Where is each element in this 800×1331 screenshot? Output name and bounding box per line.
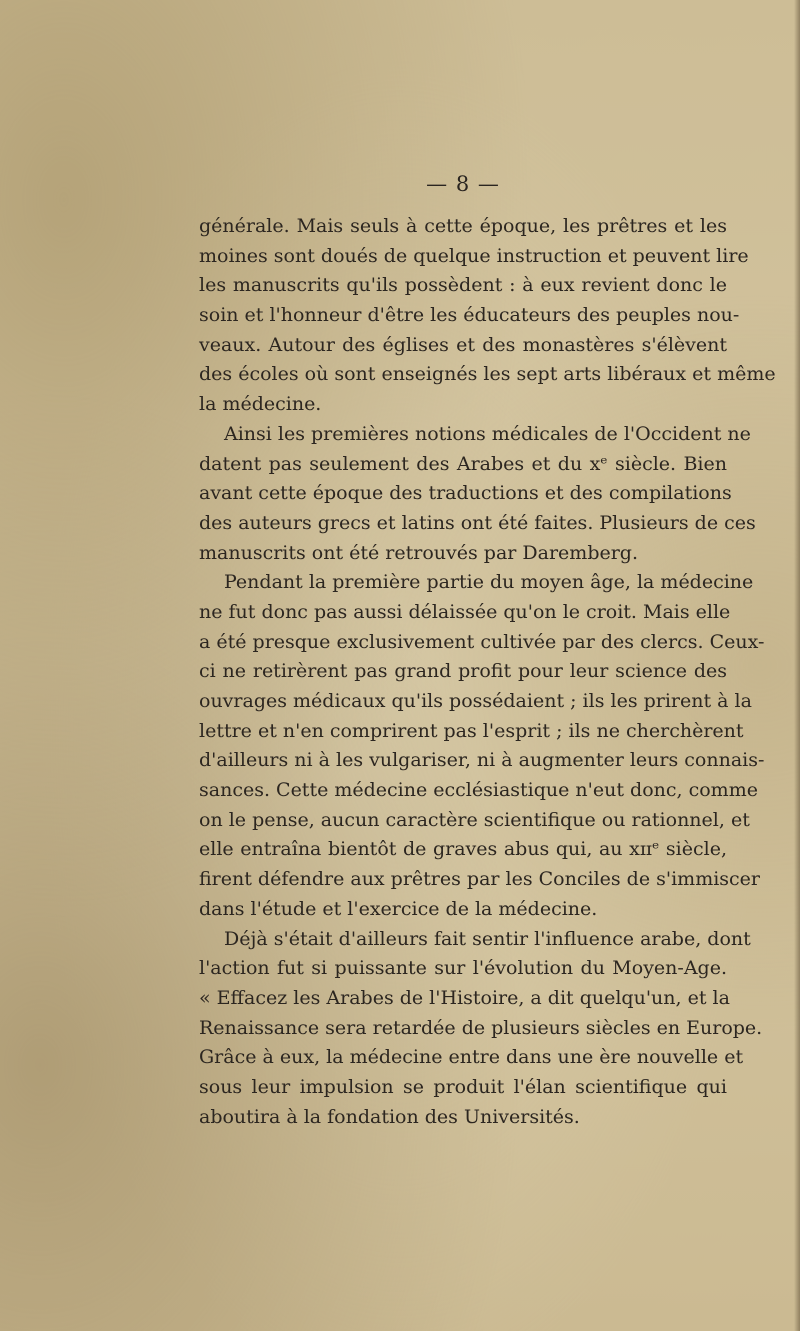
text-line: a été presque exclusivement cultivée par des clercs. Ceux-: [199, 630, 765, 653]
text-line: sous leur impulsion se produit l'élan scientifique qui: [199, 1075, 727, 1098]
text-line: Grâce à eux, la médecine entre dans une ère nouvelle et: [199, 1046, 744, 1069]
text-line: l'action fut si puissante sur l'évolution du Moyen-Age.: [199, 957, 727, 980]
text-line: firent défendre aux prêtres par les Conciles de s'immiscer: [199, 868, 761, 891]
text-line: sances. Cette médecine ecclésiastique n'eut donc, comme: [199, 779, 758, 802]
text-line: dans l'étude et l'exercice de la médecine.: [199, 897, 598, 920]
text-line: d'ailleurs ni à les vulgariser, ni à augmenter leurs connais-: [199, 749, 765, 772]
page-edge-shadow: [794, 0, 800, 1331]
text-line: des auteurs grecs et latins ont été faites. Plusieurs de ces: [199, 511, 756, 534]
paragraph-first-line: Pendant la première partie du moyen âge, la médecine: [224, 571, 754, 594]
text-line: lettre et n'en comprirent pas l'esprit ; ils ne cherchèrent: [199, 719, 744, 742]
text-line: soin et l'honneur d'être les éducateurs des peuples nou-: [199, 304, 740, 327]
text-line: Renaissance sera retardée de plusieurs siècles en Europe.: [199, 1016, 763, 1039]
text-line: aboutira à la fondation des Universités.: [199, 1105, 580, 1128]
text-line: ci ne retirèrent pas grand profit pour leur science des: [199, 660, 727, 683]
text-line: « Effacez les Arabes de l'Histoire, a dit quelqu'un, et la: [199, 986, 730, 1009]
text-line: avant cette époque des traductions et des compilations: [199, 482, 732, 505]
text-line: elle entraîna bientôt de graves abus qui, au xɪɪᵉ siècle,: [199, 838, 727, 861]
page-number: — 8 —: [426, 172, 500, 196]
text-line: moines sont doués de quelque instruction et peuvent lire: [199, 244, 749, 267]
text-line: on le pense, aucun caractère scientifique ou rationnel, et: [199, 808, 750, 831]
text-line: générale. Mais seuls à cette époque, les prêtres et les: [199, 215, 727, 237]
text-line: la médecine.: [199, 393, 322, 416]
text-line: les manuscrits qu'ils possèdent : à eux revient donc le: [199, 274, 727, 297]
text-line: veaux. Autour des églises et des monastères s'élèvent: [199, 333, 727, 356]
text-line: des écoles où sont enseignés les sept arts libéraux et même: [199, 363, 776, 386]
paragraph-first-line: Déjà s'était d'ailleurs fait sentir l'influence arabe, dont: [224, 927, 751, 950]
text-line: manuscrits ont été retrouvés par Daremberg.: [199, 541, 639, 564]
text-line: datent pas seulement des Arabes et du xᵉ siècle. Bien: [199, 452, 727, 475]
body-text: [199, 212, 776, 1132]
text-line: ouvrages médicaux qu'ils possédaient ; ils les prirent à la: [199, 690, 752, 712]
paragraph-first-line: Ainsi les premières notions médicales de l'Occident ne: [224, 422, 751, 445]
text-line: ne fut donc pas aussi délaissée qu'on le croit. Mais elle: [199, 600, 731, 623]
